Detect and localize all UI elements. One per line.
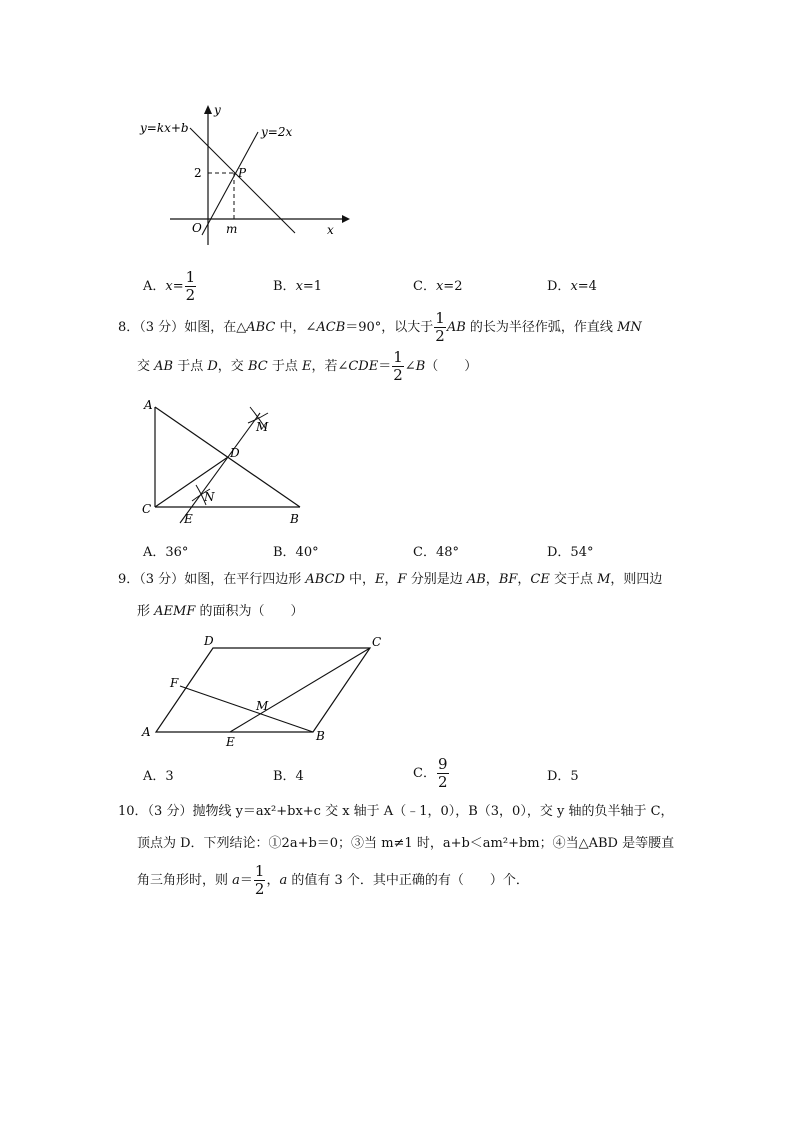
q7-option-d[interactable]: [547, 275, 597, 294]
text: 形: [137, 604, 155, 619]
option-eq: =: [172, 279, 184, 294]
text: ABC: [246, 320, 276, 335]
option-letter: C．: [413, 766, 436, 781]
y-tick-2-label: 2: [194, 166, 202, 180]
denominator: 2: [435, 327, 445, 345]
fraction: [434, 311, 446, 344]
numerator: 1: [393, 348, 403, 366]
text: ，: [517, 572, 531, 587]
vertex-c-label: C: [372, 635, 382, 649]
denominator: 2: [254, 880, 265, 898]
text: 中，∠: [275, 320, 317, 335]
q10-stem-line2: [137, 834, 674, 854]
fraction: [254, 864, 266, 897]
text: 如图，在△: [184, 320, 247, 335]
text: 交于点: [549, 572, 598, 587]
text: CDE: [348, 359, 379, 374]
text: ，若∠: [311, 359, 349, 374]
denominator: 2: [393, 366, 403, 384]
text: ，: [384, 572, 398, 587]
point-p-label: P: [238, 166, 247, 180]
m-tick-label: m: [226, 222, 238, 236]
option-var: x: [570, 279, 578, 294]
numerator: 9: [437, 755, 448, 773]
denominator: 2: [185, 286, 196, 304]
option-eq: =4: [577, 279, 597, 294]
text: CE: [530, 572, 550, 587]
answer-blank: 的值有 3 个．其中正确的有（ ）个．: [287, 873, 529, 888]
text: 角三角形时，则: [137, 873, 233, 888]
text: 交: [137, 359, 155, 374]
text: 中，: [344, 572, 376, 587]
denominator: 2: [437, 773, 448, 791]
q8-option-b[interactable]: B．40°: [273, 545, 319, 560]
option-var: x: [165, 279, 173, 294]
q7-option-c[interactable]: [413, 275, 462, 294]
question-score: （3 分）: [147, 804, 193, 819]
numerator: 1: [185, 268, 196, 286]
q7-option-b[interactable]: [273, 275, 322, 294]
answer-blank: （ ）: [425, 359, 478, 374]
text: AEMF: [154, 604, 196, 619]
origin-label: O: [192, 221, 202, 235]
text: 于点: [173, 359, 208, 374]
text: 的长为半径作弧，作直线: [465, 320, 618, 335]
text: 顶点为 D．下列结论：①2a+b＝0；③当 m≠1 时，a+b＜am²+bm；④当△ABD 是等腰直: [137, 836, 675, 851]
text: ，则四边: [610, 572, 663, 587]
point-m-label: M: [256, 699, 269, 713]
option-letter: C．: [413, 279, 436, 294]
q7-option-a[interactable]: [143, 270, 197, 303]
text: AB: [154, 359, 174, 374]
vertex-c-label: C: [142, 502, 152, 516]
q8-stem-line1: [118, 311, 642, 344]
text: AB: [446, 320, 466, 335]
y-axis-label: y: [214, 103, 221, 117]
answer-blank: 的面积为（ ）: [195, 604, 304, 619]
text: E: [375, 572, 385, 587]
text: 如图，在平行四边形: [184, 572, 306, 587]
text: ＝: [239, 873, 253, 888]
q9-stem-line2: [137, 602, 304, 622]
q9-option-b[interactable]: B．4: [273, 769, 304, 784]
option-var: x: [435, 279, 444, 294]
text: F: [397, 572, 407, 587]
text: BC: [247, 359, 268, 374]
option-eq: =1: [302, 279, 323, 294]
q9-option-a[interactable]: A．3: [143, 769, 174, 784]
text: ∠: [404, 359, 416, 374]
text: a: [279, 873, 288, 888]
text: ABCD: [305, 572, 345, 587]
point-e-label: E: [226, 735, 235, 749]
option-letter: D．: [547, 279, 571, 294]
figure-q7-graph: [130, 100, 360, 250]
vertex-b-label: B: [290, 512, 299, 526]
q9-option-c[interactable]: [413, 757, 450, 790]
point-f-label: F: [170, 676, 179, 690]
text: ACB: [316, 320, 346, 335]
question-number: 8．: [118, 320, 140, 335]
text: M: [597, 572, 611, 587]
text: 于点: [267, 359, 302, 374]
q10-stem-line3: [137, 864, 529, 897]
text: ＝90°，以大于: [345, 320, 434, 335]
point-d-label: D: [230, 446, 240, 460]
text: a: [232, 873, 240, 888]
q10-stem-line1: [118, 802, 674, 822]
q8-option-c[interactable]: C．48°: [413, 545, 459, 560]
q8-stem-line2: [137, 350, 477, 383]
text: E: [301, 359, 312, 374]
numerator: 1: [254, 862, 265, 880]
question-number: 9．: [118, 572, 140, 587]
q8-option-d[interactable]: D．54°: [547, 545, 594, 560]
text: ，交: [217, 359, 248, 374]
text: 分别是边: [406, 572, 467, 587]
q8-option-a[interactable]: A．36°: [143, 545, 189, 560]
text: ＝: [378, 359, 392, 374]
text: D: [207, 359, 218, 374]
q9-stem-line1: [118, 570, 662, 590]
point-n-label: N: [204, 490, 215, 504]
option-letter: B．: [273, 279, 296, 294]
fraction: [185, 270, 197, 303]
text: MN: [617, 320, 642, 335]
text: AB: [466, 572, 486, 587]
text: 抛物线 y＝ax²+bx+c 交 x 轴于 A（﹣1，0），B（3，0），交 y 轴的负半轴于 C，: [192, 804, 674, 819]
figure-q9-parallelogram: [138, 632, 388, 752]
question-score: （3 分）: [139, 320, 185, 335]
fraction: [437, 757, 449, 790]
vertex-a-label: A: [142, 725, 151, 739]
q9-option-d[interactable]: D．5: [547, 769, 579, 784]
vertex-b-label: B: [316, 729, 325, 743]
question-number: 10．: [118, 804, 148, 819]
text: ，: [266, 873, 280, 888]
option-var: x: [295, 279, 303, 294]
line-kxb-label: y=kx+b: [140, 121, 189, 135]
vertex-d-label: D: [204, 634, 214, 648]
figure-q8-triangle: [140, 395, 320, 530]
point-m-label: M: [256, 420, 269, 434]
option-eq: =2: [443, 279, 463, 294]
question-score: （3 分）: [139, 572, 185, 587]
option-letter: A．: [143, 279, 166, 294]
x-axis-label: x: [327, 223, 334, 237]
fraction: [392, 350, 404, 383]
text: B: [415, 359, 426, 374]
text: BF: [498, 572, 518, 587]
line-2x-label: y=2x: [261, 125, 293, 139]
text: ，: [485, 572, 499, 587]
vertex-a-label: A: [144, 398, 153, 412]
point-e-label: E: [184, 512, 193, 526]
numerator: 1: [435, 309, 445, 327]
